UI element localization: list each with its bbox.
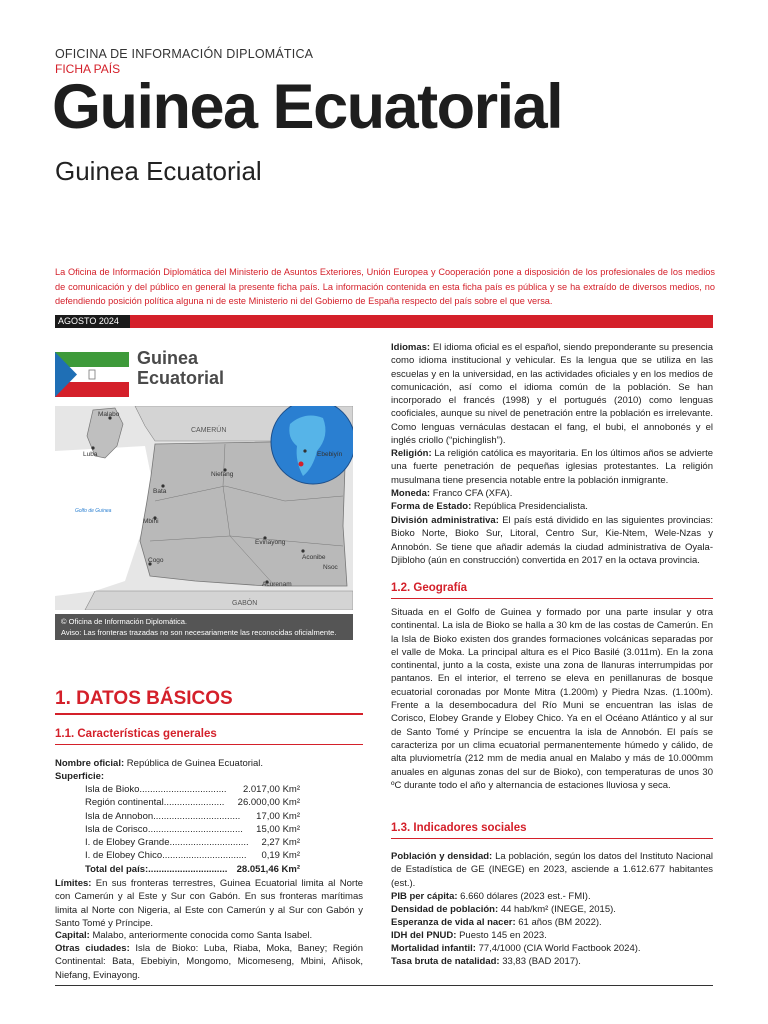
date-label: AGOSTO 2024 [55,315,130,328]
division-value: El país está dividido en las siguientes provincias: Bioko Norte, Bioko Sur, Litoral, Centro Sur, Kie-Ntem, Wele-Nzas y Annobón. Se tiene que añadir además la ciudad administrativa de Oyala-Djibloho (aún en construcción) convertida en 2017 en la octava provincia. [391,515,714,566]
map-box [55,342,363,640]
surf-name: I. de Elobey Chico [85,850,163,862]
natalidad-value: 33,83 (BAD 2017). [502,956,581,967]
surf-value: 28.051,46 Km² [236,863,300,875]
religion-label: Religión: [391,448,432,459]
map-label-gabon: GABÓN [232,600,258,607]
estado-label: Forma de Estado: [391,501,472,512]
map-label-luba: Luba [83,451,98,458]
poblacion-value: La población, según los datos del Instituto Nacional de Estadística de GE (INEGE) en 2023, asciende a 1.612.677 habitantes (est.). [391,851,713,889]
surf-value: 2,27 Km² [261,837,300,849]
limites-label: Límites: [55,878,92,889]
list-item [85,783,300,796]
capital-label: Capital: [55,930,90,941]
ciudades-value: Isla de Bioko: Luba, Riaba, Moka, Baney; Región Continental: Bata, Ebebiyin, Mongomo, Micomeseng, Mbini, Añisok, Niefang, Evinayong. [55,943,363,981]
moneda-value: Franco CFA (XFA). [432,488,513,499]
religion [391,447,713,487]
country-map [55,406,353,610]
natalidad [391,955,713,968]
map-caption-copyright: © Oficina de Información Diplomática. [61,617,187,626]
map-label-camerun: CAMERÚN [191,427,227,434]
esperanza-label: Esperanza de vida al nacer: [391,917,516,928]
surf-dots: ................................. [139,784,227,795]
subsection-divider [391,598,713,599]
estado-value: República Presidencialista. [473,501,588,512]
map-caption [55,614,353,640]
surf-name: Total del país: [85,863,149,875]
map-label-mbini: Mbini [143,518,159,525]
capital-value: Malabo, anteriormente conocida como Santa Isabel. [92,930,313,941]
map-label-cogo: Cogo [148,557,164,564]
list-item [85,810,300,823]
surf-name: I. de Elobey Grande [85,837,170,849]
map-label-bata: Bata [153,488,167,495]
poblacion-label: Población y densidad: [391,851,493,862]
subsection-divider [55,744,363,745]
section-title-datos-basicos: 1. DATOS BÁSICOS [55,688,233,709]
list-item [85,836,300,849]
superficie-label-text: Superficie: [55,771,105,782]
superficie-label [55,770,104,783]
moneda [391,487,713,500]
surf-dots: ................................. [153,810,241,822]
subsection-divider [391,838,713,839]
superficie-list [85,783,300,876]
surf-value: 15,00 Km² [256,823,300,835]
map-caption-notice: Aviso: Las fronteras trazadas no son necesariamente las reconocidas oficialmente. [61,628,337,637]
ciudades-label: Otras ciudades: [55,943,130,954]
page-title: Guinea Ecuatorial [52,72,563,142]
otras-ciudades [55,942,363,982]
mortalidad-label: Mortalidad infantil: [391,943,476,954]
idiomas-label: Idiomas: [391,342,431,353]
surf-value: 0,19 Km² [261,850,300,862]
densidad [391,903,713,916]
surf-dots: .............................. [148,863,228,875]
limites [55,877,363,930]
idiomas [391,341,713,447]
esperanza [391,916,713,929]
pib-label: PIB per cápita: [391,891,458,902]
list-item [85,823,300,836]
division-administrativa [391,514,713,567]
office-name: OFICINA DE INFORMACIÓN DIPLOMÁTICA [55,47,314,61]
surf-value: 17,00 Km² [256,810,300,822]
idiomas-value: El idioma oficial es el español, siendo preponderante su presencia como idioma institucional y vehicular. Es la lengua que se utiliza en las escuelas y en la universidad, en las actividades oficiales y en los medios de comunicación, así como el idioma común de la población. Se han incorporado el francés (1998) y el portugués (2010) como lenguas cooficiales, aunque su nivel de penetración entre la población es irrelevante. Como lenguas vernáculas destacan el fang, el bubi, el annobonés y el inglés criollo (“pichinglish”). [391,342,714,447]
nombre-oficial [55,757,363,770]
division-label: División administrativa: [391,515,499,526]
esperanza-value: 61 años (BM 2022). [518,917,602,928]
capital [55,929,363,942]
surf-value: 26.000,00 Km² [237,797,300,809]
map-name-line1: Guinea [137,348,199,368]
subsection-caracteristicas: 1.1. Características generales [55,728,217,740]
doc-type: FICHA PAÍS [55,62,121,76]
date-bar [55,315,713,328]
geografia-text: Situada en el Golfo de Guinea y formado por una parte insular y otra continental. La isla de Bioko se halla a 30 km de las costas de Camerún. En la Isla de Bioko existen dos grandes formaciones volcánicas separadas por el valle de Moka. La principal altura es el Pico Basilé (3.011m). En la zona continental, junto a la costa, existe una zona de llanuras interrumpidas por pantanos. En el interior, el terreno se eleva en penillanuras de bosque ecuatorial coronadas por Monte Mitra (1.200m) y Piedra Nzas. (1.100m). Frente a la desembocadura del Río Muni se encuentran las islas de Corisco, Elobey Grande y Elobey Chico. Ya en el Océano Atlántico y al sur de Santo Tomé y Príncipe se encuentra la isla de Annobón. El país se caracteriza por un clima ecuatorial permanentemente húmedo y cálido, de alta pluviometría (212 mm de media anual en Malabo y más de 10.000mm anuales en algunas zonas del sur de Bioko), con temperaturas de unos 30 ºC durante todo el año y alternancia de estaciones lluviosa y seca. [391,607,713,791]
map-label-golfo: Golfo de Guinea [75,508,112,514]
pib-value: 6.660 dólares (2023 est.- FMI). [460,891,591,902]
page-subtitle: Guinea Ecuatorial [55,156,262,186]
moneda-label: Moneda: [391,488,431,499]
limites-value: En sus fronteras terrestres, Guinea Ecuatorial limita al Norte con Camerún y al Este y Sur con Gabón. En sus fronteras marítimas limita al Norte con Nigeria, al Este con Camerún y al Sur con Gabón y Santo Tomé y Príncipe. [55,878,363,929]
surf-dots: .............................. [169,837,249,849]
map-label-nsoc: Nsoc [323,564,338,571]
map-country-name [137,348,224,388]
list-item-total [85,863,300,876]
map-label-aconibe: Aconibe [302,554,326,561]
flag-icon [55,352,129,397]
section-divider [55,713,363,715]
map-label-acurenam: Acurenam [262,581,292,588]
surf-name: Isla de Corisco [85,823,148,835]
idh-value: Puesto 145 en 2023. [459,930,547,941]
mortalidad [391,942,713,955]
map-label-malabo: Malabo [98,411,120,418]
forma-estado [391,500,713,513]
religion-value: La religión católica es mayoritaria. En los últimos años se advierte una fuerte penetración de pequeñas iglesias protestantes. La religión musulmana tiene presencia notable entre la población inmigrante. [391,448,714,486]
map-label-ebebiyin: Ebebiyín [317,451,343,458]
map-name-line2: Ecuatorial [137,368,225,388]
surf-name: Isla de Annobon [85,810,154,822]
poblacion [391,850,713,890]
densidad-value: 44 hab/km² (INEGE, 2015). [500,904,616,915]
surf-value: 2.017,00 Km² [242,784,300,795]
intro-paragraph: La Oficina de Información Diplomática del Ministerio de Asuntos Exteriores, Unión Europea y Cooperación pone a disposición de los profesionales de los medios de comunicación y del público en general la presente ficha país. La información contenida en esta ficha país es pública y se ha extraído de diversos medios, no defendiendo posición política alguna ni de este Ministerio ni del Gobierno de España respecto del país sobre el que versa. [55,267,715,306]
nombre-value: República de Guinea Ecuatorial. [126,758,264,769]
mortalidad-value: 77,4/1000 (CIA World Factbook 2024). [478,943,641,954]
subsection-indicadores: 1.3. Indicadores sociales [391,822,527,834]
map-label-evinayong: Evinayong [255,539,286,546]
list-item [85,849,300,862]
surf-dots: ................................ [162,850,247,862]
densidad-label: Densidad de población: [391,904,499,915]
surf-dots: .................................... [147,823,243,835]
list-item [85,796,300,809]
pib [391,890,713,903]
nombre-label: Nombre oficial: [55,758,125,769]
natalidad-label: Tasa bruta de natalidad: [391,956,500,967]
subsection-geografia: 1.2. Geografía [391,582,468,594]
idh-label: IDH del PNUD: [391,930,457,941]
idh [391,929,713,942]
footer-divider [55,985,713,986]
surf-name: Isla de Bioko [85,784,140,795]
surf-dots: ....................... [163,797,225,809]
map-label-niefang: Niefang [211,471,234,478]
surf-name: Región continental [85,797,164,809]
